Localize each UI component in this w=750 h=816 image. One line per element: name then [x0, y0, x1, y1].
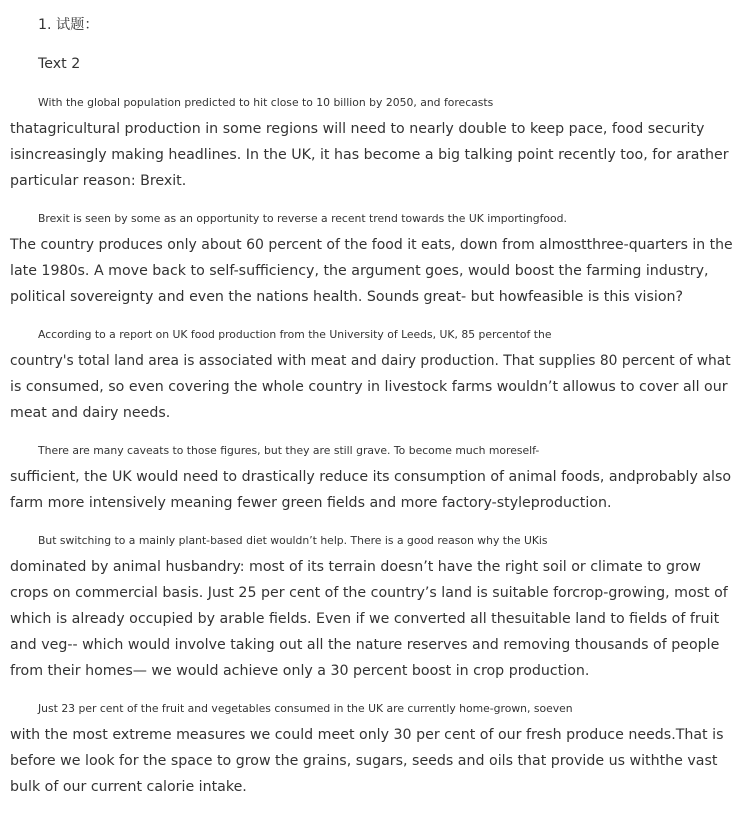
paragraph-line: from their homes— we would achieve only a 30 percent boost in crop production. [10, 663, 590, 679]
paragraph-line: which is already occupied by arable fields. Even if we converted all thesuitable land to fields of fruit [10, 611, 720, 627]
paragraph-line: crops on commercial basis. Just 25 per cent of the country’s land is suitable forcrop-growing, most of [10, 585, 728, 601]
paragraph-5 [10, 528, 740, 684]
paragraph-line: isincreasingly making headlines. In the UK, it has become a big talking point recently too, for arather [10, 147, 729, 163]
paragraph-line: There are many caveats to those figures, but they are still grave. To become much moreself- [38, 444, 540, 457]
paragraph-1 [10, 90, 740, 194]
paragraph-line: dominated by animal husbandry: most of its terrain doesn’t have the right soil or climate to grow [10, 559, 701, 575]
paragraph-4 [10, 438, 740, 516]
paragraph-line: But switching to a mainly plant-based diet wouldn’t help. There is a good reason why the UKis [38, 534, 548, 547]
paragraph-3 [10, 322, 740, 426]
paragraph-line: thatagricultural production in some regions will need to nearly double to keep pace, food security [10, 121, 705, 137]
paragraph-line: political sovereignty and even the nations health. Sounds great- but howfeasible is this vision? [10, 289, 684, 305]
paragraph-line: with the most extreme measures we could meet only 30 per cent of our fresh produce needs.That is [10, 727, 724, 743]
paragraph-line: farm more intensively meaning fewer green fields and more factory-styleproduction. [10, 495, 612, 511]
paragraph-line: and veg-- which would involve taking out all the nature reserves and removing thousands of people [10, 637, 720, 653]
paragraph-line: bulk of our current calorie intake. [10, 779, 247, 795]
paragraph-line: meat and dairy needs. [10, 405, 171, 421]
paragraph-line: is consumed, so even covering the whole country in livestock farms wouldn’t allowus to cover all our [10, 379, 728, 395]
paragraph-line: Just 23 per cent of the fruit and vegetables consumed in the UK are currently home-grown, soeven [38, 702, 573, 715]
paragraph-2 [10, 206, 740, 310]
paragraph-line: particular reason: Brexit. [10, 173, 187, 189]
paragraph-line: With the global population predicted to hit close to 10 billion by 2050, and forecasts [38, 96, 494, 109]
article-body [10, 90, 740, 800]
text-label: Text 2 [38, 56, 81, 72]
paragraph-line: sufficient, the UK would need to drastically reduce its consumption of animal foods, andprobably also [10, 469, 732, 485]
paragraph-line: before we look for the space to grow the grains, sugars, seeds and oils that provide us withthe vast [10, 753, 718, 769]
paragraph-line: country's total land area is associated with meat and dairy production. That supplies 80 percent of what [10, 353, 731, 369]
paragraph-line: late 1980s. A move back to self-sufficiency, the argument goes, would boost the farming industry, [10, 263, 709, 279]
paragraph-line: Brexit is seen by some as an opportunity to reverse a recent trend towards the UK importingfood. [38, 212, 567, 225]
paragraph-line: The country produces only about 60 percent of the food it eats, down from almostthree-quarters in the [10, 237, 733, 253]
paragraph-line: According to a report on UK food production from the University of Leeds, UK, 85 percentof the [38, 328, 552, 341]
question-heading: 1. 试题： [38, 17, 99, 33]
paragraph-6 [10, 696, 740, 800]
